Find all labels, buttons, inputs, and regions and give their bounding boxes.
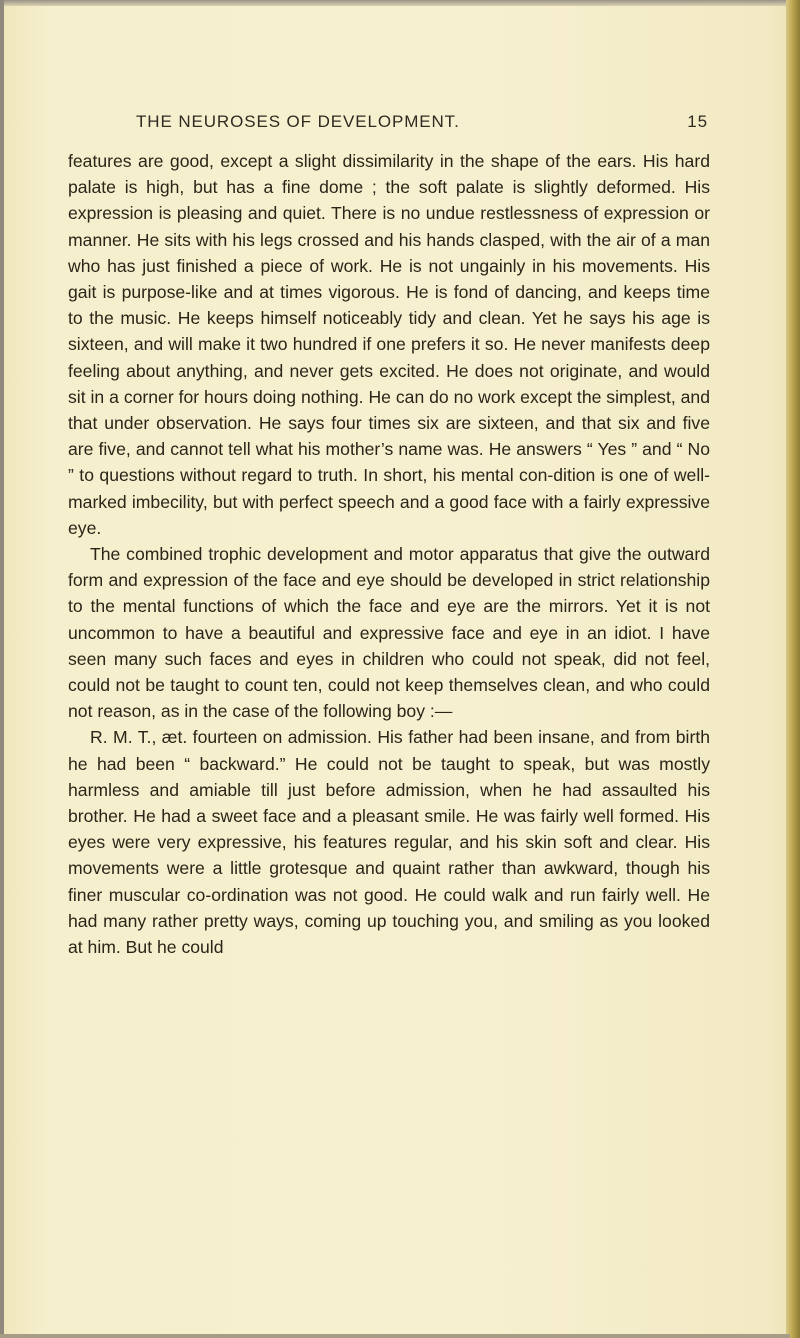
page-top-edge: [0, 0, 800, 6]
page-number: 15: [687, 112, 708, 131]
running-head: [68, 112, 708, 138]
body-text: [68, 148, 710, 960]
paragraph: The combined trophic development and motor apparatus that give the outward form and expression of the face and eye should be developed in strict relationship to the mental functions of which the face and eye are the mirrors. Yet it is not uncommon to have a beautiful and expressive face and eye in an idiot. I have seen many such faces and eyes in children who could not speak, did not feel, could not be taught to count ten, could not keep themselves clean, and who could not reason, as in the case of the following boy :—: [68, 544, 710, 722]
book-binding-edge: [786, 0, 800, 1338]
paragraph: R. M. T., æt. fourteen on admission. His father had been insane, and from birth he had been “ backward.” He could not be taught to speak, but was mostly harmless and amiable till just before admission, when he had assaulted his brother. He had a sweet face and a pleasant smile. He was fairly well formed. His eyes were very expressive, his features regular, and his skin soft and clear. His movements were a little grotesque and quaint rather than awkward, though his finer muscular co-ordination was not good. He could walk and run fairly well. He had many rather pretty ways, coming up touching you, and smiling as you looked at him. But he could: [68, 727, 710, 958]
page-bottom-edge: [0, 1334, 790, 1338]
paragraph: features are good, except a slight dissimilarity in the shape of the ears. His hard palate is high, but has a fine dome ; the soft palate is slightly deformed. His expression is pleasing and quiet. There is no undue restlessness of expression or manner. He sits with his legs crossed and his hands clasped, with the air of a man who has just finished a piece of work. He is not ungainly in his movements. His gait is purpose-like and at times vigorous. He is fond of dancing, and keeps time to the music. He keeps himself noticeably tidy and clean. Yet he says his age is sixteen, and will make it two hundred if one prefers it so. He never manifests deep feeling about anything, and never gets excited. He does not originate, and would sit in a corner for hours doing nothing. He can do no work except the simplest, and that under observation. He says four times six are sixteen, and that six and five are five, and cannot tell what his mother’s name was. He answers “ Yes ” and “ No ” to questions without regard to truth. In short, his mental con-dition is one of well-marked imbecility, but with perfect speech and a good face with a fairly expressive eye.: [68, 151, 710, 538]
page-left-edge: [0, 0, 4, 1338]
running-title: THE NEUROSES OF DEVELOPMENT.: [136, 112, 460, 131]
